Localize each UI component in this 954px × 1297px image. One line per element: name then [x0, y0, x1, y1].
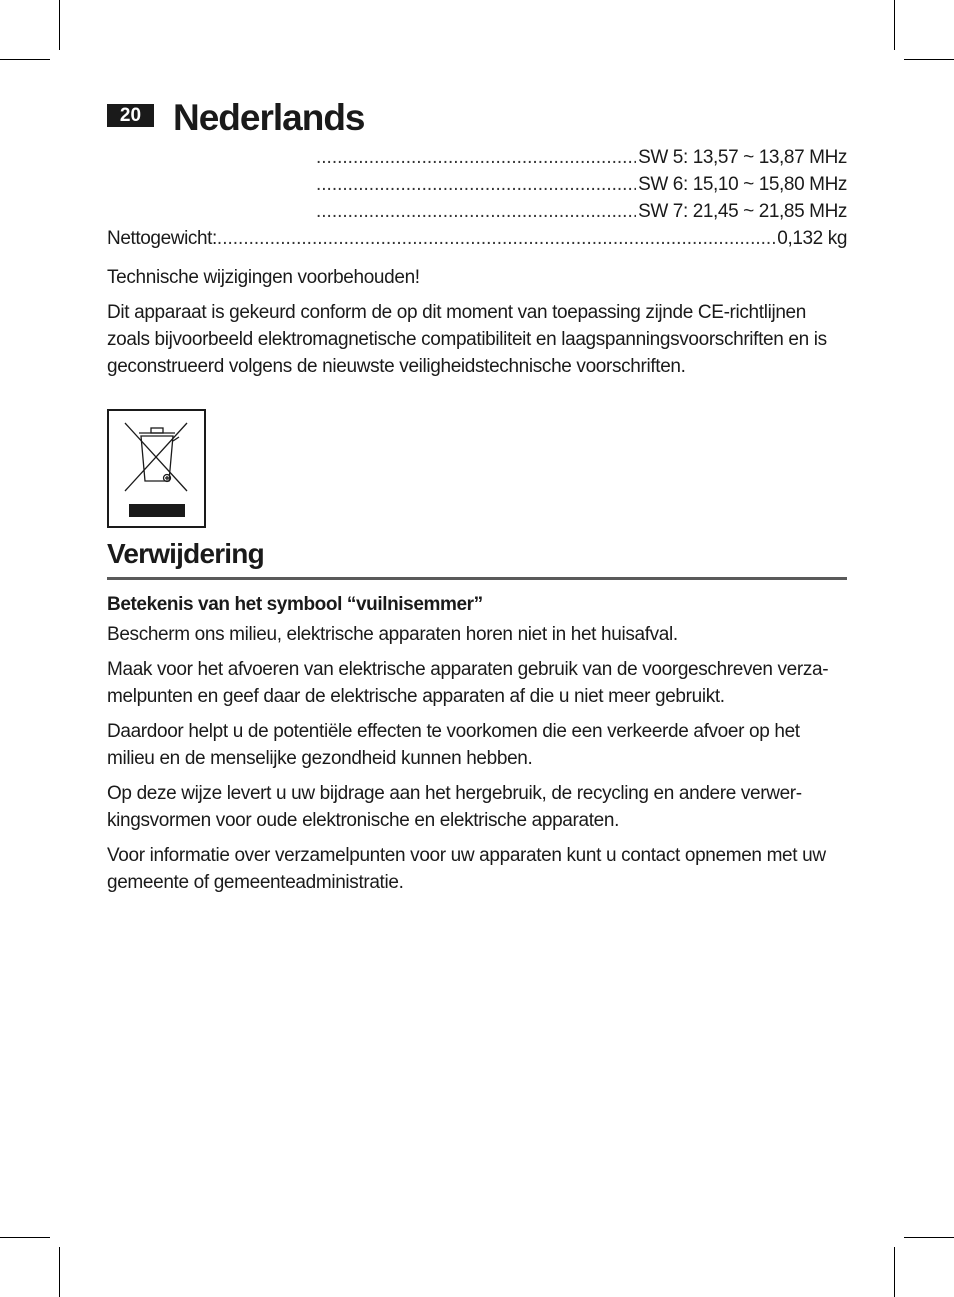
crop-mark — [904, 59, 954, 60]
dot-leader — [316, 171, 636, 198]
crop-mark — [0, 59, 50, 60]
dot-leader — [316, 198, 636, 225]
disposal-paragraph: Daardoor helpt u de potentiële effecten te voorkomen die een verkeerde afvoer op het milieu en de menselijke gezondheid kunnen hebben. — [107, 721, 800, 769]
section-subtitle: Betekenis van het symbool “vuilnisemmer” — [107, 594, 483, 615]
crop-mark — [59, 0, 60, 50]
disposal-paragraph: Bescherm ons milieu, elektrische apparaten horen niet in het huisafval. — [107, 624, 678, 645]
spec-line-sw6 — [316, 171, 847, 198]
weee-symbol — [107, 409, 206, 528]
spec-value: 0,132 kg — [777, 228, 847, 249]
dot-leader — [316, 144, 636, 171]
crop-mark — [59, 1247, 60, 1297]
crop-mark — [894, 0, 895, 50]
spec-value: SW 6: 15,10 ~ 15,80 MHz — [638, 174, 847, 195]
spec-value: SW 7: 21,45 ~ 21,85 MHz — [638, 201, 847, 222]
ce-statement: Dit apparaat is gekeurd conform de op dit moment van toepassing zijnde CE-richtlijnen zoals bijvoorbeeld elektromagnetische compatibiliteit en laagspanningsvoorschriften en is geconstrueerd volgens de nieuwste veiligheidstechnische voorschriften. — [107, 302, 827, 377]
spec-label: Nettogewicht: — [107, 228, 217, 249]
disposal-paragraph: Voor informatie over verzamelpunten voor uw apparaten kunt u contact opnemen met uw gemeente of gemeenteadministratie. — [107, 845, 826, 893]
disposal-paragraph: Op deze wijze levert u uw bijdrage aan het hergebruik, de recycling en andere verwer-kingsvormen voor oude elektronische en elektrische apparaten. — [107, 783, 802, 831]
technical-changes-note: Technische wijzigingen voorbehouden! — [107, 267, 420, 288]
disposal-paragraph: Maak voor het afvoeren van elektrische apparaten gebruik van de voorgeschreven verza-melpunten en geef daar de elektrische apparaten af die u niet meer gebruikt. — [107, 659, 829, 707]
page-number: 20 — [107, 104, 154, 127]
spec-line-sw5 — [316, 144, 847, 171]
crossed-out-wheelie-bin-icon — [109, 411, 204, 526]
crop-mark — [904, 1237, 954, 1238]
section-title: Verwijdering — [107, 538, 264, 569]
crop-mark — [894, 1247, 895, 1297]
dot-leader — [217, 225, 775, 252]
crop-mark — [0, 1237, 50, 1238]
spec-line-weight — [107, 225, 847, 252]
section-divider — [107, 577, 847, 580]
language-title: Nederlands — [173, 97, 365, 138]
spec-value: SW 5: 13,57 ~ 13,87 MHz — [638, 147, 847, 168]
spec-line-sw7 — [316, 198, 847, 225]
